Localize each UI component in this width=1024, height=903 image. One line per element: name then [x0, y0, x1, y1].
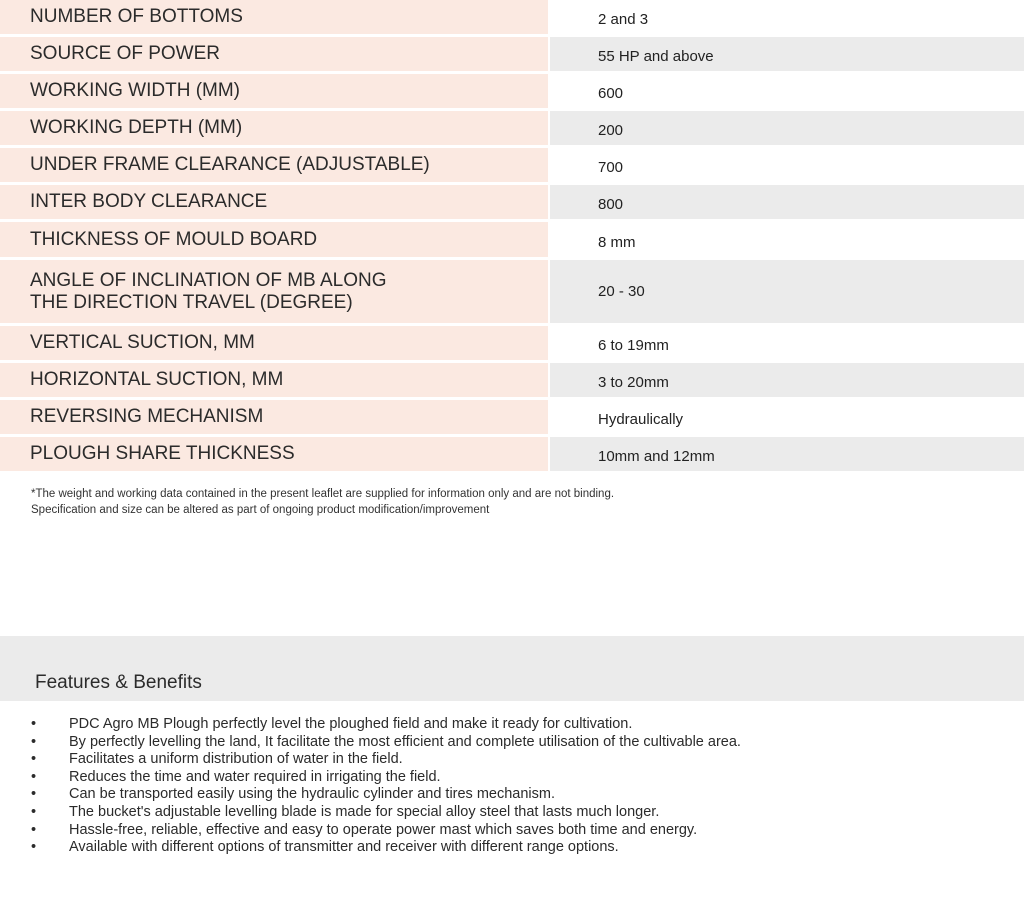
spec-label: REVERSING MECHANISM	[0, 400, 548, 434]
feature-text: The bucket's adjustable levelling blade is made for special alloy steel that lasts much longer.	[69, 803, 660, 820]
spec-label	[0, 260, 548, 323]
spec-row	[0, 0, 1024, 34]
list-item	[0, 751, 1024, 769]
bullet-icon: •	[31, 821, 37, 838]
list-item	[0, 839, 1024, 857]
feature-text: Can be transported easily using the hydraulic cylinder and tires mechanism.	[69, 786, 555, 803]
spec-label: WORKING WIDTH (MM)	[0, 74, 548, 108]
feature-text: PDC Agro MB Plough perfectly level the ploughed field and make it ready for cultivation.	[69, 716, 633, 732]
spec-label: NUMBER OF BOTTOMS	[0, 0, 548, 34]
bullet-icon: •	[31, 733, 37, 750]
spec-value: 10mm and 12mm	[550, 437, 1024, 471]
spec-label: PLOUGH SHARE THICKNESS	[0, 437, 548, 471]
features-title: Features & Benefits	[35, 672, 202, 693]
spec-value: 600	[550, 74, 1024, 108]
spec-value: 800	[550, 185, 1024, 219]
disclaimer-line: Specification and size can be altered as part of ongoing product modification/improvement	[31, 504, 490, 516]
spec-row	[0, 363, 1024, 397]
spec-label-line: ANGLE OF INCLINATION OF MB ALONG	[30, 269, 387, 291]
spec-row	[0, 185, 1024, 219]
spec-label: SOURCE OF POWER	[0, 37, 548, 71]
spec-label: THICKNESS OF MOULD BOARD	[0, 222, 548, 257]
bullet-icon: •	[31, 768, 37, 785]
spec-label: VERTICAL SUCTION, MM	[0, 326, 548, 360]
bullet-icon: •	[31, 716, 37, 732]
feature-text: Reduces the time and water required in irrigating the field.	[69, 768, 441, 785]
list-item	[0, 716, 1024, 734]
spec-value: 2 and 3	[550, 0, 1024, 34]
spec-row	[0, 260, 1024, 323]
bullet-icon: •	[31, 839, 37, 856]
spec-row	[0, 437, 1024, 471]
spec-label: UNDER FRAME CLEARANCE (ADJUSTABLE)	[0, 148, 548, 182]
bullet-icon: •	[31, 751, 37, 768]
spec-value: Hydraulically	[550, 400, 1024, 434]
spec-value: 55 HP and above	[550, 37, 1024, 71]
list-item	[0, 734, 1024, 752]
list-item	[0, 769, 1024, 787]
list-item	[0, 786, 1024, 804]
spec-value: 20 - 30	[550, 260, 1024, 323]
spec-label: WORKING DEPTH (MM)	[0, 111, 548, 145]
spec-row	[0, 111, 1024, 145]
disclaimer-note	[31, 486, 614, 518]
spec-value: 700	[550, 148, 1024, 182]
feature-text: By perfectly levelling the land, It facilitate the most efficient and complete utilisation of the cultivable area.	[69, 733, 741, 750]
spec-row	[0, 400, 1024, 434]
spec-label-line: THE DIRECTION TRAVEL (DEGREE)	[30, 291, 353, 313]
feature-text: Hassle-free, reliable, effective and easy to operate power mast which saves both time and energy.	[69, 821, 698, 838]
spec-value: 3 to 20mm	[550, 363, 1024, 397]
bullet-icon: •	[31, 786, 37, 803]
feature-text: Available with different options of transmitter and receiver with different range options.	[69, 839, 619, 856]
spec-row	[0, 148, 1024, 182]
spec-row	[0, 222, 1024, 257]
list-item	[0, 822, 1024, 840]
spec-label: HORIZONTAL SUCTION, MM	[0, 363, 548, 397]
bullet-icon: •	[31, 803, 37, 820]
features-list	[0, 716, 1024, 857]
list-item	[0, 804, 1024, 822]
spec-row	[0, 37, 1024, 71]
disclaimer-line: *The weight and working data contained in the present leaflet are supplied for information only and are not binding.	[31, 488, 615, 500]
spec-value: 8 mm	[550, 222, 1024, 257]
feature-text: Facilitates a uniform distribution of water in the field.	[69, 751, 403, 768]
spec-row	[0, 74, 1024, 108]
spec-row	[0, 326, 1024, 360]
spec-value: 200	[550, 111, 1024, 145]
spec-label: INTER BODY CLEARANCE	[0, 185, 548, 219]
spec-value: 6 to 19mm	[550, 326, 1024, 360]
